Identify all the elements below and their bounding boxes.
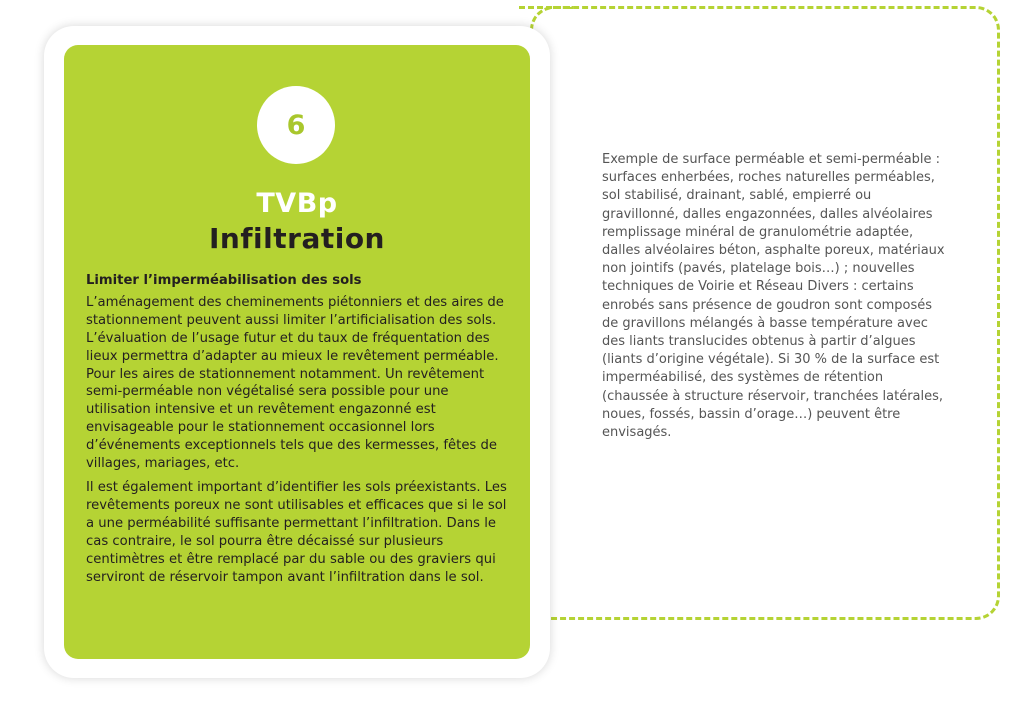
card-number-badge: 6 [257,86,335,164]
card-body [86,272,516,592]
card-paragraph-1: L’aménagement des cheminements piétonniers et des aires de stationnement peuvent aussi limiter l’artificialisation des sols. L’évaluation de l’usage futur et du taux de fréquentation des lieux permettra d’adapter au mieux le revêtement perméable. Pour les aires de stationnement notamment. Un revêtement semi-perméable non végétalisé sera possible pour une utilisation intensive et un revêtement engazonné est envisageable pour le stationnement occasionnel lors d’événements exceptionnels tels que des kermesses, fêtes de villages, mariages, etc. [86,294,504,472]
card-title: Infiltration [209,222,385,255]
side-note-text: Exemple de surface perméable et semi-perméable : surfaces enherbées, roches naturelles perméables, sol stabilisé, drainant, sablé, empierré ou gravillonné, dalles engazonnées, dalles alvéolaires remplissage minéral de granulométrie adaptée, dalles alvéolaires béton, asphalte poreux, matériaux non jointifs (pavés, platelage bois…) ; nouvelles techniques de Voirie et Réseau Divers : certains enrobés sans présence de goudron sont composés de gravillons mélangés à basse température avec des liants translucides obtenus à partir d’algues (liants d’origine végétale). Si 30 % de la surface est imperméabilisé, des systèmes de rétention (chaussée à structure réservoir, tranchées latérales, noues, fossés, bassin d’orage…) peuvent être envisagés. [602,152,945,441]
card-brand: TVBp [256,188,338,219]
info-card [64,45,530,659]
card-subheading: Limiter l’imperméabilisation des sols [86,273,362,288]
card-paragraph-2: Il est également important d’identifier les sols préexistants. Les revêtements poreux ne sont utilisables et efficaces que si le sol a une perméabilité suffisante permettant l’infiltration. Dans le cas contraire, le sol pourra être décaissé sur plusieurs centimètres et être remplacé par du sable ou des graviers qui serviront de réservoir tampon avant l’infiltration dans le sol. [86,479,507,585]
